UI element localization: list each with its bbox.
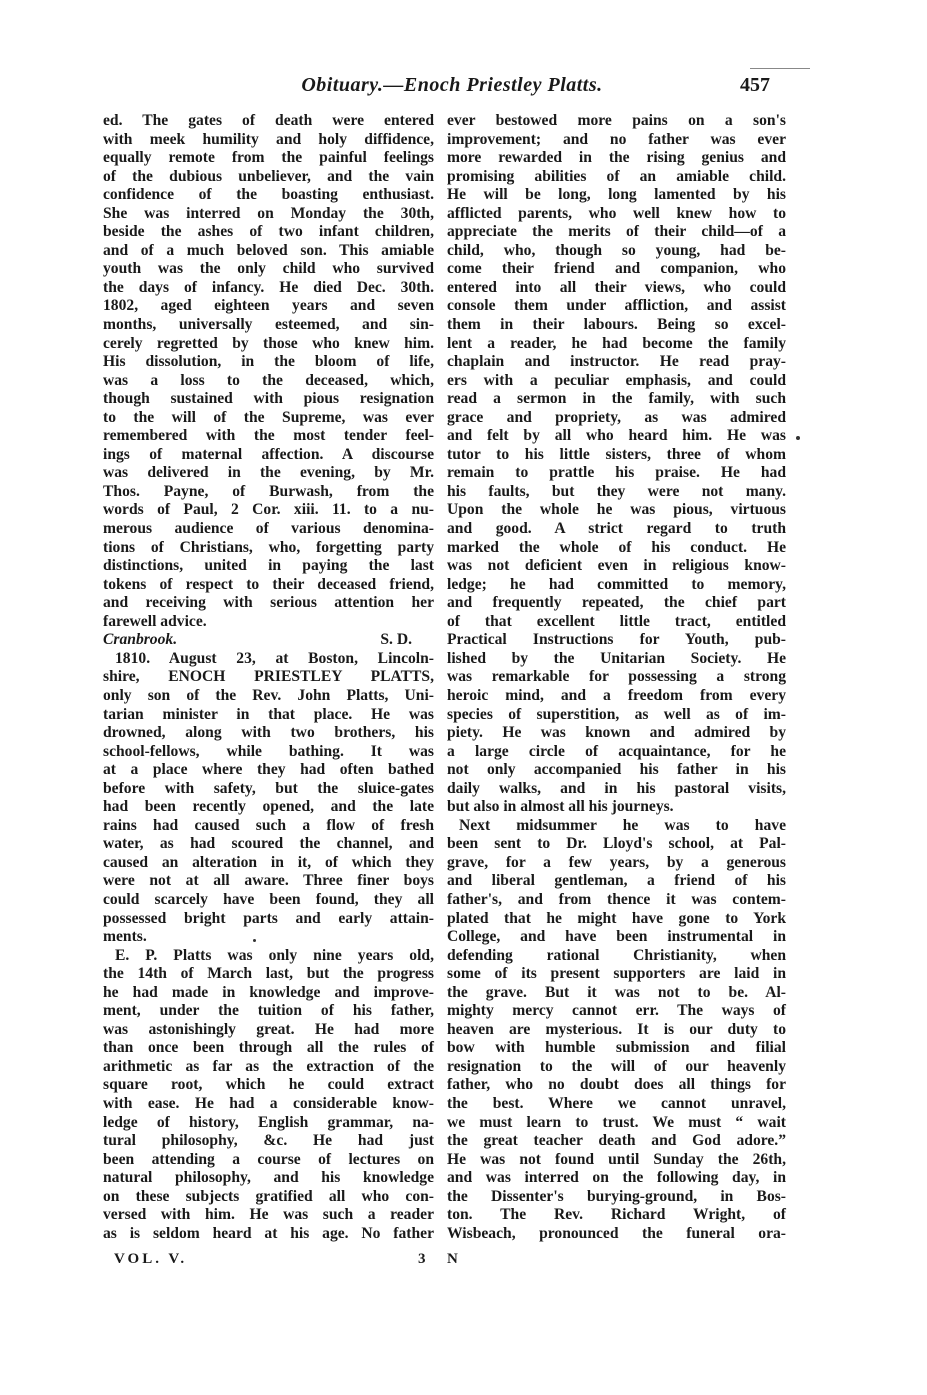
text-line: Upon the whole he was pious, virtuous — [447, 501, 786, 519]
text-line: the days of infancy. He died Dec. 30th. — [103, 278, 434, 296]
text-line: square root, which he could extract — [103, 1076, 434, 1094]
signature-line — [103, 631, 434, 650]
text-line: on these subjects gratified all who con- — [103, 1187, 434, 1205]
text-line: and of a much beloved son. This amiable — [103, 241, 434, 259]
text-line: bow with humble submission and filial — [447, 1039, 786, 1057]
text-line: cerely regretted by those who knew him. — [103, 334, 434, 352]
text-line: been attending a course of lectures on — [103, 1150, 434, 1168]
text-line: ment, under the tuition of his father, — [103, 1002, 434, 1020]
text-line: daily walks, and in his pastoral visits, — [447, 779, 786, 797]
text-line: at a place where they had often bathed — [103, 761, 434, 779]
text-line: entered into all their views, who could — [447, 278, 786, 296]
text-line: versed with him. He was such a reader — [103, 1206, 434, 1224]
text-line: with ease. He had a considerable know- — [103, 1094, 434, 1112]
text-line: She was interred on Monday the 30th, — [103, 204, 434, 222]
page-header — [0, 74, 927, 100]
text-line: heaven are mysterious. It is our duty to — [447, 1020, 786, 1038]
text-line: console them under affliction, and assist — [447, 297, 786, 315]
text-line: the grave. But it was not to be. Al- — [447, 983, 786, 1001]
text-line: lished by the Unitarian Society. He — [447, 649, 786, 667]
margin-mark — [253, 939, 256, 942]
text-line: come their friend and companion, who — [447, 260, 786, 278]
text-line: remain to prattle his praise. He had — [447, 464, 786, 482]
text-line: was delivered in the evening, by Mr. — [103, 464, 434, 482]
text-line: as is seldom heard at his age. No father — [103, 1224, 434, 1242]
text-line: caused an alteration in it, of which they — [103, 853, 434, 871]
text-line: his faults, but they were not many. — [447, 482, 786, 500]
text-line: ers with a peculiar emphasis, and could — [447, 371, 786, 389]
text-line: not only accompanied his father in his — [447, 761, 786, 779]
text-line: and felt by all who heard him. He was — [447, 427, 786, 445]
paragraph-next-midsummer — [447, 817, 786, 1244]
text-line: father's, and from thence it was contem- — [447, 890, 786, 908]
left-column — [103, 112, 434, 1243]
text-line: water, as had scoured the channel, and — [103, 835, 434, 853]
text-line: distinctions, united in paying the last — [103, 557, 434, 575]
page-number: 457 — [740, 74, 770, 96]
text-line: a large circle of acquaintance, for he — [447, 742, 786, 760]
text-line: the 14th of March last, but the progress — [103, 965, 434, 983]
text-line: His dissolution, in the bloom of life, — [103, 353, 434, 371]
signature-initials: S. D. — [380, 631, 412, 649]
text-line: were not at all aware. Three finer boys — [103, 872, 434, 890]
text-line: he had made in knowledge and improve- — [103, 983, 434, 1001]
text-line: youth was the only child who survived — [103, 260, 434, 278]
text-line: months, universally esteemed, and sin- — [103, 316, 434, 334]
text-line: plated that he might have gone to York — [447, 909, 786, 927]
text-line: them in their labours. Being so excel- — [447, 316, 786, 334]
running-title: Obituary.—Enoch Priestley Platts. — [301, 74, 603, 96]
text-line: possessed bright parts and early attain- — [103, 909, 434, 927]
text-line: Next midsummer he was to have — [459, 816, 786, 834]
text-line: merous audience of various denomina- — [103, 520, 434, 538]
text-line: He will be long, long lamented by his — [447, 186, 786, 204]
text-line: the Dissenter's burying-ground, in Bos- — [447, 1187, 786, 1205]
text-line: improvement; and no father was ever — [447, 130, 786, 148]
text-line: and liberal gentleman, a friend of his — [447, 872, 786, 890]
text-line: tions of Christians, who, forgetting party — [103, 538, 434, 556]
text-line: beside the ashes of two infant children, — [103, 223, 434, 241]
text-line: piety. He was known and admired by — [447, 724, 786, 742]
text-line: though sustained with pious resignation — [103, 390, 434, 408]
text-line: and good. A strict regard to truth — [447, 520, 786, 538]
text-line: school-fellows, while bathing. It was — [103, 742, 434, 760]
text-line: ledge; he had committed to memory, — [447, 575, 786, 593]
text-line: more rewarded in the rising genius and — [447, 149, 786, 167]
paragraph-platts-drowning — [103, 650, 434, 947]
text-line: child, who, though so young, had be- — [447, 241, 786, 259]
text-line: could scarcely have been found, they all — [103, 890, 434, 908]
text-line: father, who no doubt does all things for — [447, 1076, 786, 1094]
text-line: ledge of history, English grammar, na- — [103, 1113, 434, 1131]
text-line: of the dubious unbeliever, and the vain — [103, 167, 434, 185]
text-line: appreciate the merits of their child—of a — [447, 223, 786, 241]
header-rule — [750, 68, 810, 69]
text-line: had been recently opened, and the late — [103, 798, 434, 816]
text-line: defending rational Christianity, when — [447, 946, 786, 964]
text-line: He was not found until Sunday the 26th, — [447, 1150, 786, 1168]
text-line: tural philosophy, &c. He had just — [103, 1132, 434, 1150]
text-line: farewell advice. — [103, 612, 207, 630]
text-line: College, and have been instrumental in — [447, 928, 786, 946]
text-line: rains had caused such a flow of fresh — [103, 816, 434, 834]
text-line: grave, for a few years, by a generous — [447, 853, 786, 871]
text-line: than once been through all the rules of — [103, 1039, 434, 1057]
text-line: chaplain and instructor. He read pray- — [447, 353, 786, 371]
text-line: ed. The gates of death were entered — [103, 112, 434, 129]
text-line: confidence of the boasting enthusiast. — [103, 186, 434, 204]
text-line: ings of maternal affection. A discourse — [103, 445, 434, 463]
text-line: some of its present supporters are laid in — [447, 965, 786, 983]
text-line: lent a reader, he had become the family — [447, 334, 786, 352]
text-line: ments. — [103, 928, 147, 946]
paragraph-obituary-continued — [103, 112, 434, 631]
text-line: was remarkable for possessing a strong — [447, 668, 786, 686]
text-line: and frequently repeated, the chief part — [447, 594, 786, 612]
text-line: read a sermon in the family, with such — [447, 390, 786, 408]
text-line: was not deficient even in religious know- — [447, 557, 786, 575]
text-line: ever bestowed more pains on a son's — [447, 112, 786, 129]
text-line: only son of the Rev. John Platts, Uni- — [103, 686, 434, 704]
text-line: 1802, aged eighteen years and seven — [103, 297, 434, 315]
text-line: afflicted parents, who well knew how to — [447, 204, 786, 222]
right-column — [447, 112, 786, 1243]
text-line: promising abilities of an amiable child. — [447, 167, 786, 185]
text-line: 1810. August 23, at Boston, Lincoln- — [115, 649, 434, 667]
text-line: with meek humility and holy diffidence, — [103, 130, 434, 148]
text-line: tokens of respect to their deceased friend, — [103, 575, 434, 593]
text-line: tutor to his little sisters, three of whom — [447, 445, 786, 463]
text-line: before with safety, but the sluice-gates — [103, 779, 434, 797]
text-line: natural philosophy, and his knowledge — [103, 1169, 434, 1187]
signature-place: Cranbrook. — [103, 631, 178, 649]
text-line: words of Paul, 2 Cor. xiii. 11. to a nu- — [103, 501, 434, 519]
text-line: was astonishingly great. He had more — [103, 1020, 434, 1038]
text-line: the great teacher death and God adore.” — [447, 1132, 786, 1150]
text-line: and was interred on the following day, in — [447, 1169, 786, 1187]
text-line: tarian minister in that place. He was — [103, 705, 434, 723]
text-line: ton. The Rev. Richard Wright, of — [447, 1206, 786, 1224]
text-line: of that excellent little tract, entitled — [447, 612, 786, 630]
text-line: resignation to the will of our heavenly — [447, 1057, 786, 1075]
text-line: E. P. Platts was only nine years old, — [115, 946, 434, 964]
text-line: Wisbeach, pronounced the funeral ora- — [447, 1224, 786, 1242]
text-line: marked the whole of his conduct. He — [447, 538, 786, 556]
text-line: equally remote from the painful feelings — [103, 149, 434, 167]
page-footer — [0, 1251, 927, 1273]
text-line: remembered with the most tender feel- — [103, 427, 434, 445]
text-line: drowned, along with two brothers, his — [103, 724, 434, 742]
text-line: we must learn to trust. We must “ wait — [447, 1113, 786, 1131]
text-line: the best. Where we cannot unravel, — [447, 1094, 786, 1112]
text-line: species of superstition, as well as of im- — [447, 705, 786, 723]
text-line: and receiving with serious attention her — [103, 594, 434, 612]
text-line: Practical Instructions for Youth, pub- — [447, 631, 786, 649]
signature-mark: 3 — [418, 1251, 426, 1267]
volume-label: VOL. V. — [114, 1251, 188, 1267]
paragraph-platts-character — [447, 112, 786, 817]
text-line: Thos. Payne, of Burwash, from the — [103, 482, 434, 500]
text-line: arithmetic as far as the extraction of the — [103, 1057, 434, 1075]
catchword: N — [447, 1251, 458, 1267]
paragraph-platts-education — [103, 947, 434, 1244]
text-line: was a loss to the deceased, which, — [103, 371, 434, 389]
margin-mark — [796, 436, 800, 440]
text-line: grace and propriety, as was admired — [447, 408, 786, 426]
text-line: been sent to Dr. Lloyd's school, at Pal- — [447, 835, 786, 853]
text-line: to the will of the Supreme, was ever — [103, 408, 434, 426]
text-line: shire, ENOCH PRIESTLEY PLATTS, — [103, 668, 434, 686]
text-line: but also in almost all his journeys. — [447, 798, 674, 816]
text-line: mighty mercy cannot err. The ways of — [447, 1002, 786, 1020]
text-line: heroic mind, and a freedom from every — [447, 686, 786, 704]
